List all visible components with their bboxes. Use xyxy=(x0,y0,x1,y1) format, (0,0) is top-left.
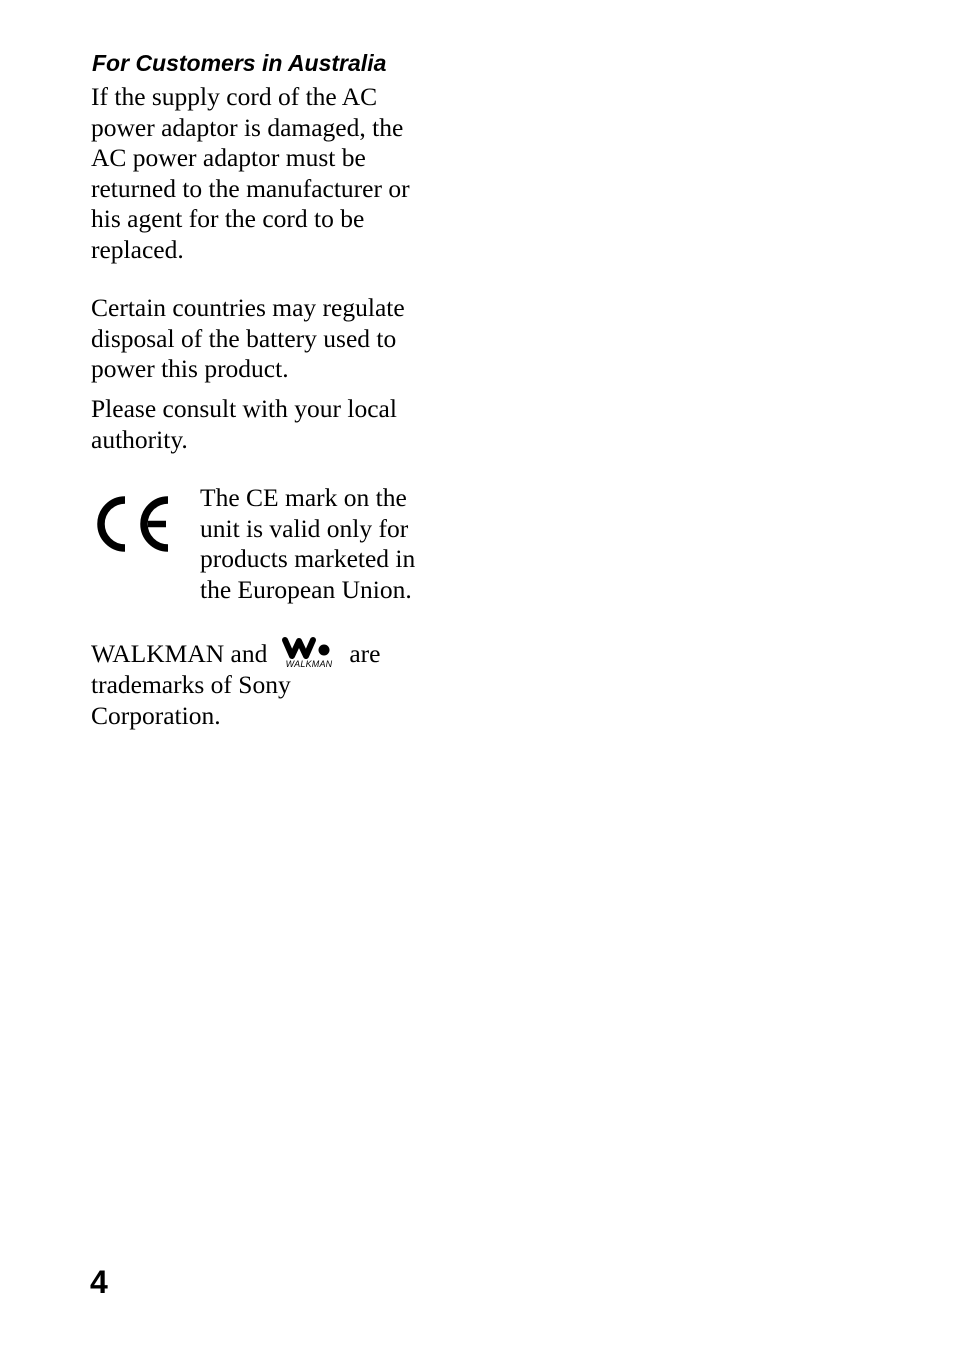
text-line: the European Union. xyxy=(200,574,412,604)
text-line: returned to the manufacturer or xyxy=(91,173,410,203)
text-line: Certain countries may regulate xyxy=(91,293,405,322)
section-heading: For Customers in Australia xyxy=(92,50,387,76)
text-line: Please consult with your local xyxy=(91,394,397,423)
text-line: unit is valid only for xyxy=(200,513,409,543)
battery-disposal-paragraph xyxy=(91,293,405,385)
text-line: disposal of the battery used to xyxy=(91,323,397,353)
trademark-paragraph xyxy=(91,634,381,731)
text-line: trademarks of Sony xyxy=(91,670,291,699)
text-line: products marketed in xyxy=(200,544,416,573)
text-line: AC power adaptor must be xyxy=(91,143,366,172)
consult-authority-paragraph xyxy=(91,394,397,455)
text-line: power adaptor is damaged, the xyxy=(91,112,404,142)
text-line: If the supply cord of the AC xyxy=(91,82,378,111)
walkman-logo-wordmark: WALKMAN xyxy=(285,659,333,669)
trademark-text-after-logo: are xyxy=(349,639,381,668)
ce-mark-icon xyxy=(96,494,172,554)
ce-notice-text xyxy=(200,483,415,605)
page-number: 4 xyxy=(90,1264,108,1300)
trademark-text-before-logo: WALKMAN and xyxy=(91,639,268,668)
text-line xyxy=(91,634,381,670)
text-line: The CE mark on the xyxy=(200,483,407,512)
text-line: his agent for the cord to be xyxy=(91,204,365,233)
text-line: power this product. xyxy=(91,354,289,383)
text-line: authority. xyxy=(91,424,188,454)
supply-cord-paragraph xyxy=(91,82,410,265)
walkman-logo-icon xyxy=(275,634,343,670)
text-line: replaced. xyxy=(91,234,184,264)
text-line: Corporation. xyxy=(91,700,221,730)
